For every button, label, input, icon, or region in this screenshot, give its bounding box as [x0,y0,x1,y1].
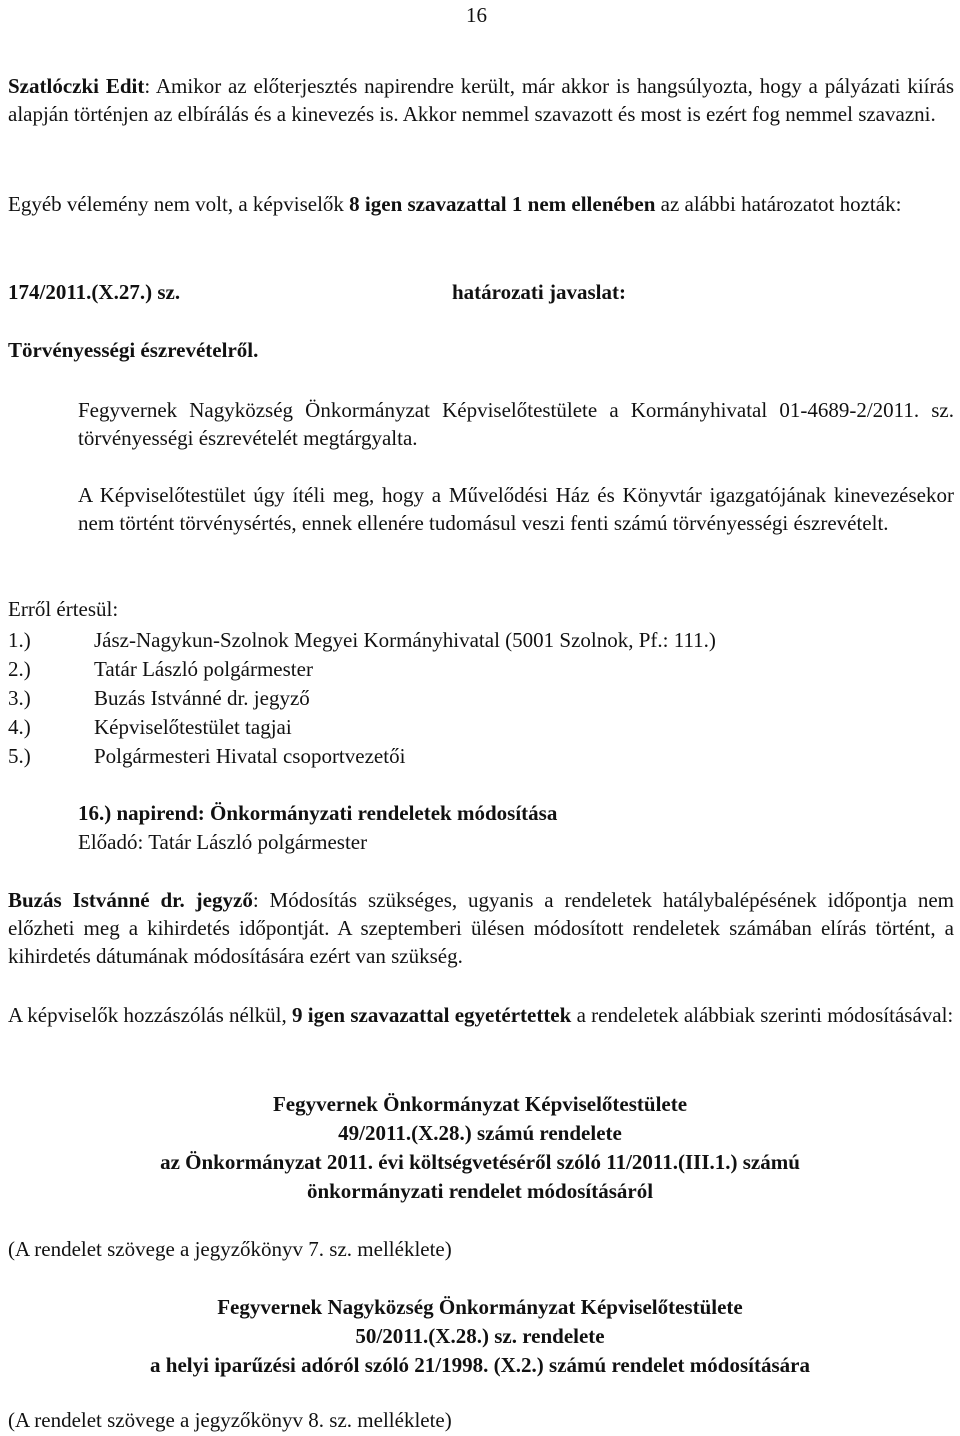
decree-1-subject: az Önkormányzat 2011. évi költségvetéséről szóló 11/2011.(III.1.) számú [160,1150,800,1174]
agenda-title: 16.) napirend: Önkormányzati rendeletek módosítása [78,801,558,825]
paragraph-vote-result [8,190,954,218]
resolution-number: 174/2011.(X.27.) sz. [8,280,181,304]
list-item-text: Buzás Istvánné dr. jegyző [94,686,310,710]
resolution-title: Törvényességi észrevételről. [8,338,259,362]
list-item [8,626,716,654]
paragraph-jegyzo [8,886,954,970]
paragraph-vote-result-2 [8,1001,954,1029]
decree-2-body: Fegyvernek Nagyközség Önkormányzat Képviselőtestülete [217,1295,743,1319]
speaker-name: Buzás Istvánné dr. jegyző [8,888,253,912]
list-item [8,742,405,770]
agenda-presenter: Előadó: Tatár László polgármester [78,830,368,854]
resolution-type: határozati javaslat: [452,280,626,304]
list-item [8,713,292,741]
list-item-number: 2.) [8,657,31,681]
speaker-name: Szatlóczki Edit [8,74,145,98]
list-item-number: 3.) [8,686,31,710]
list-item-text: Képviselőtestület tagjai [94,715,292,739]
decree-1-body: Fegyvernek Önkormányzat Képviselőtestülete [272,1092,688,1116]
vote-count: 9 igen szavazattal egyetértettek [292,1003,572,1027]
resolution-paragraph-2: A Képviselőtestület úgy ítéli meg, hogy a Művelődési Ház és Könyvtár igazgatójának kinevezésekor nem történt törvénysértés, ennek ellenére tudomásul veszi fenti számú törvényességi észrevételt. [78,483,954,535]
list-item [8,684,310,712]
list-item-number: 4.) [8,715,31,739]
vote-text-pre: Egyéb vélemény nem volt, a képviselők [8,192,350,216]
list-item-text: Polgármesteri Hivatal csoportvezetői [94,744,406,768]
decree-2-note: (A rendelet szövege a jegyzőkönyv 8. sz. melléklete) [8,1408,452,1432]
list-item-number: 5.) [8,744,31,768]
list-item-text: Jász-Nagykun-Szolnok Megyei Kormányhivatal (5001 Szolnok, Pf.: 111.) [94,628,716,652]
paragraph-szatloczki [8,72,954,128]
resolution-paragraph-1: Fegyvernek Nagyközség Önkormányzat Képviselőtestülete a Kormányhivatal 01-4689-2/2011. sz. törvényességi észrevételét megtárgyalta. [78,398,954,450]
vote-count: 8 igen szavazattal 1 nem ellenében [349,192,656,216]
decree-2-subject: a helyi iparűzési adóról szóló 21/1998. (X.2.) számú rendelet módosítására [150,1353,810,1377]
decree-1-note: (A rendelet szövege a jegyzőkönyv 7. sz. melléklete) [8,1237,452,1261]
decree-1-subject-cont: önkormányzati rendelet módosításáról [306,1179,654,1203]
speech-text: : Amikor az előterjesztés napirendre került, már akkor is hangsúlyozta, hogy a pályázati kiírás alapján történjen az elbírálás és a kinevezés is. Akkor nemmel szavazott és most is ezért fog nemmel szavazni. [8,74,954,126]
vote-text-pre: A képviselők hozzászólás nélkül, [8,1003,293,1027]
decree-1-number: 49/2011.(X.28.) számú rendelete [338,1121,622,1145]
decree-2-number: 50/2011.(X.28.) sz. rendelete [355,1324,605,1348]
list-item-text: Tatár László polgármester [94,657,313,681]
vote-text-post: az alábbi határozatot hozták: [655,192,902,216]
vote-text-post: a rendeletek alábbiak szerinti módosításával: [571,1003,954,1027]
page-number: 16 [466,3,487,27]
list-item-number: 1.) [8,628,31,652]
speech-text: : Módosítás szükséges, ugyanis a rendeletek hatálybalépésének időpontja nem előzheti meg a kihirdetés időpontját. A szeptemberi ülésen módosított rendeletek számában elírás történt, a kihirdetés dátumának módosítására ezért van szükség. [8,888,954,968]
list-item [8,655,313,683]
notify-label: Erről értesül: [8,597,119,621]
